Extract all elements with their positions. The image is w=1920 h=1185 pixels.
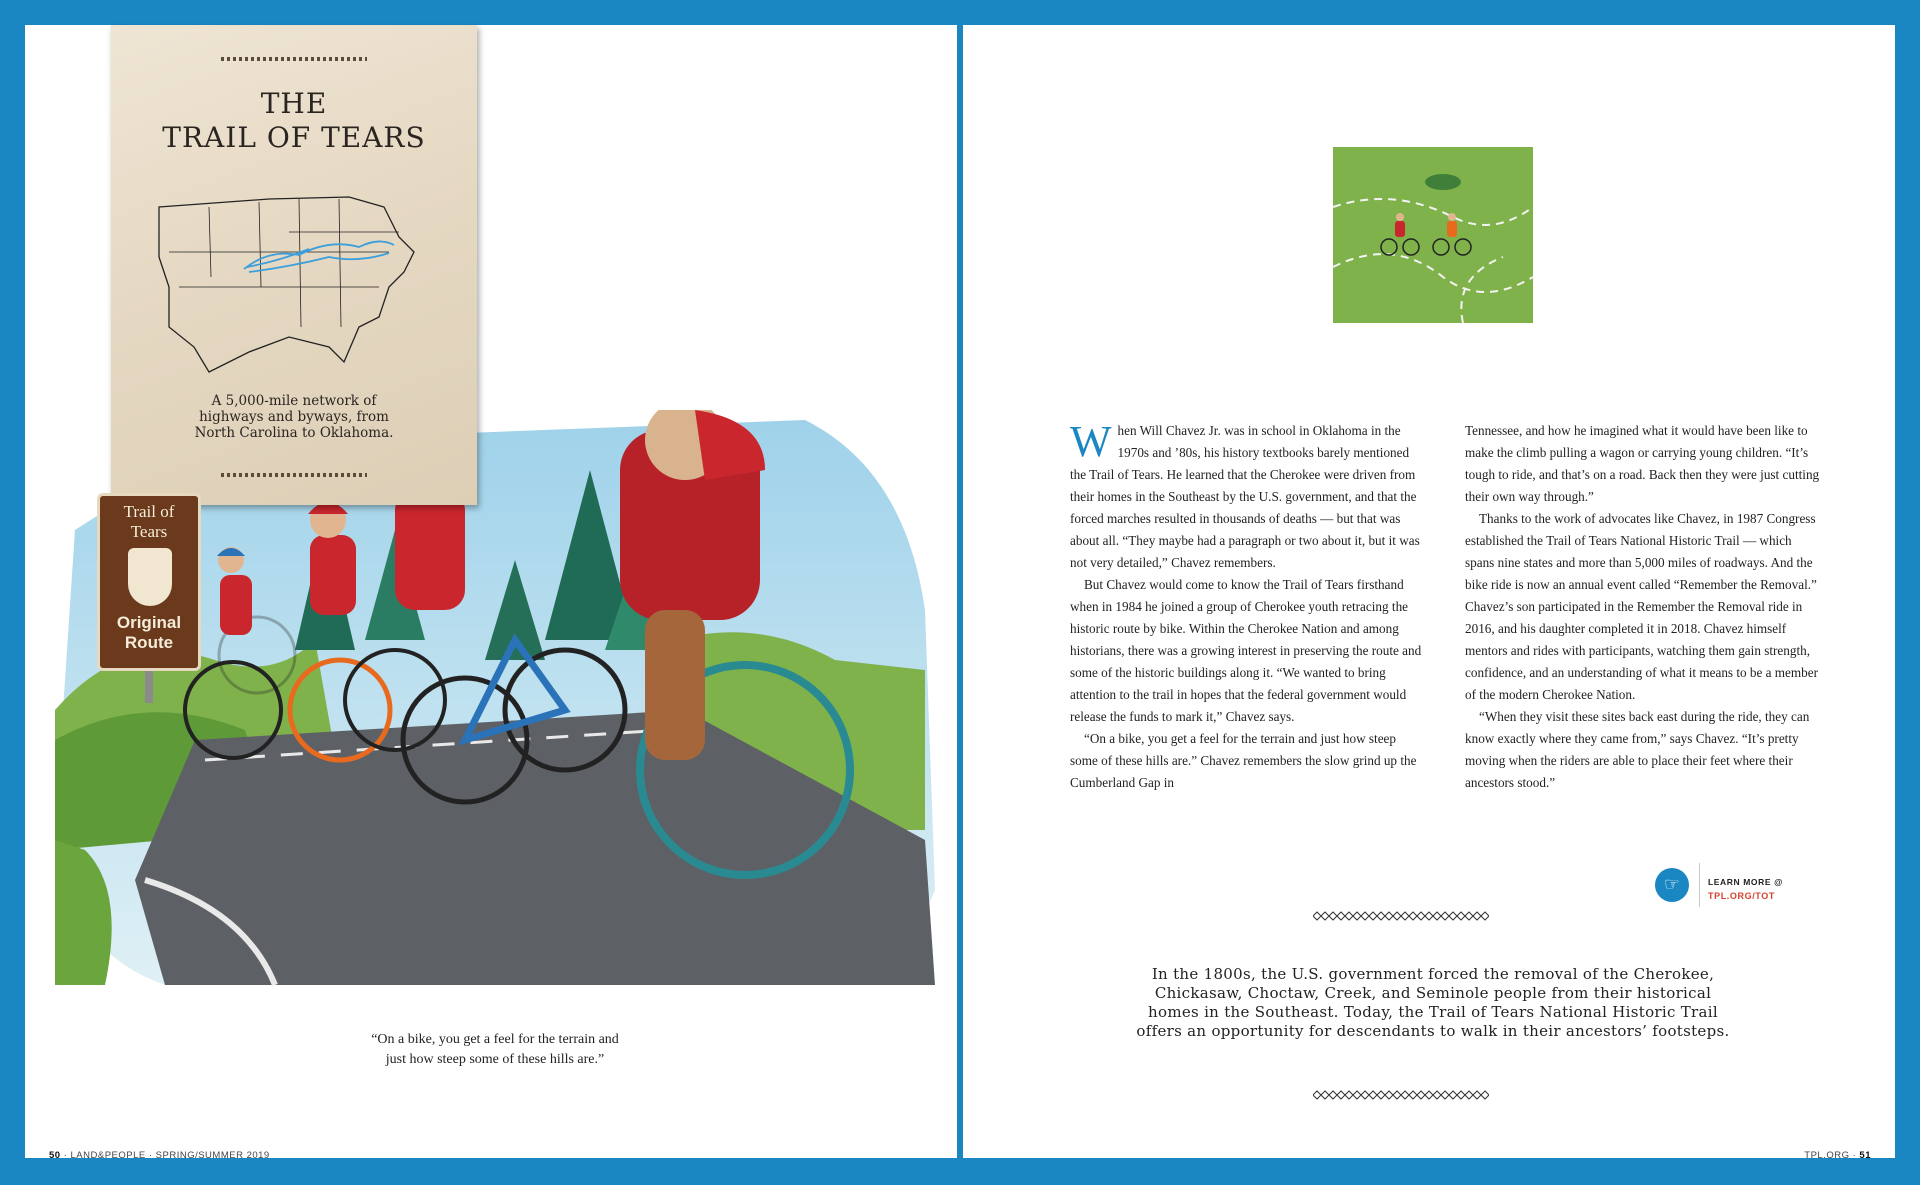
trail-sign-illustration (97, 493, 207, 703)
body-paragraph-4: Tennessee, and how he imagined what it would have been like to make the climb pulling a wagon or carrying young children. “It’s tough to ride, and that’s on a road. Back then they were just cutting their own way through.” (1465, 423, 1820, 504)
map-caption-line-2: highways and byways, from (199, 409, 389, 425)
ornament-zigzag-bottom (1313, 1090, 1489, 1100)
pull-quote-line-1: “On a bike, you get a feel for the terrain and (371, 1032, 619, 1047)
ornament-zigzag-top (1313, 911, 1489, 921)
summary-line-3: homes in the Southeast. Today, the Trail of Tears National Historic Trail (1148, 1003, 1718, 1021)
ornament-rule-bottom (221, 473, 367, 477)
learn-more-callout (1655, 863, 1815, 913)
summary-blurb (1083, 965, 1783, 1041)
folio-right (1804, 1150, 1871, 1161)
drop-cap: W (1070, 417, 1112, 466)
sign-post (145, 671, 153, 703)
map-caption-line-1: A 5,000-mile network of (211, 393, 377, 409)
folio-left-text: · LAND&PEOPLE · SPRING/SUMMER 2019 (60, 1150, 270, 1161)
body-paragraph-1-text: hen Will Chavez Jr. was in school in Oklahoma in the 1970s and ’80s, his history textbooks barely mentioned the Trail of Tears. He learned that the Cherokee were driven from their homes in the Southeast by the U.S. government, and that the forced marches resulted in thousands of deaths — but that was about all. “They maybe had a paragraph or two about it, but it was not very detailed,” Chavez remembers. (1070, 423, 1420, 570)
us-map-illustration (149, 177, 439, 377)
sign-line-1: Trail of (123, 502, 175, 521)
sign-line-2: Tears (130, 522, 168, 541)
title-card (111, 25, 477, 505)
body-paragraph-6: “When they visit these sites back east during the ride, they can know exactly where they came from,” says Chavez. “It’s pretty moving when the riders are able to place their feet where their ancestors stood.” (1465, 709, 1810, 790)
body-paragraph-3: “On a bike, you get a feel for the terrain and just how steep some of these hills are.” Chavez remembers the slow grind up the Cumberland Gap in (1070, 731, 1417, 790)
page-number-left: 50 (49, 1150, 61, 1161)
folio-right-text: TPL.ORG · (1804, 1150, 1860, 1161)
map-caption-line-3: North Carolina to Oklahoma. (194, 425, 394, 441)
sign-line-4: Route (124, 633, 174, 652)
cyclists-spot-illustration (1333, 147, 1533, 323)
ornament-rule-top (221, 57, 367, 61)
summary-line-2: Chickasaw, Choctaw, Creek, and Seminole people from their historical (1154, 984, 1712, 1002)
learn-more-link[interactable]: TPL.ORG/TOT (1708, 891, 1775, 901)
folio-left (49, 1150, 270, 1161)
map-caption (141, 393, 447, 441)
left-page (25, 25, 957, 1161)
title-line-1: THE (260, 87, 328, 120)
summary-line-1: In the 1800s, the U.S. government forced the removal of the Cherokee, (1151, 965, 1715, 983)
sign-board (97, 493, 201, 671)
body-paragraph-5: Thanks to the work of advocates like Chavez, in 1987 Congress established the Trail of Tears National Historic Trail — which spans nine states and more than 5,000 miles of roadways. And the bike ride is now an annual event called “Remember the Removal.” Chavez’s son participated in the Remember the Removal ride in 2016, and his daughter completed it in 2018. Chavez himself mentors and rides with participants, watching them gain strength, confidence, and an understanding of what it means to be a member of the modern Cherokee Nation. (1465, 511, 1819, 702)
sign-emblem (128, 548, 172, 606)
pull-quote-line-2: just how steep some of these hills are.” (385, 1052, 605, 1067)
pull-quote (305, 1030, 685, 1070)
spot-scene (1333, 147, 1533, 323)
pointing-hand-icon: ☞ (1655, 868, 1689, 902)
body-paragraph-2: But Chavez would come to know the Trail of Tears firsthand when in 1984 he joined a group of Cherokee youth retracing the historic route by bike. Within the Cherokee Nation and among historians, there was a growing interest in preserving the route and some of the historic buildings along it. “We wanted to bring attention to the trail in hopes that the federal government would release the funds to mark it,” Chavez says. (1070, 577, 1422, 724)
learn-more-label: LEARN MORE @ (1708, 877, 1783, 887)
title-line-2: TRAIL OF TEARS (162, 121, 426, 154)
body-column-2 (1465, 420, 1820, 794)
learn-more-rule (1699, 863, 1700, 907)
page-number-right: 51 (1859, 1150, 1871, 1161)
summary-line-4: offers an opportunity for descendants to walk in their ancestors’ footsteps. (1136, 1022, 1730, 1040)
sign-line-3: Original (116, 613, 182, 632)
body-column-1 (1070, 417, 1425, 794)
body-paragraph-1 (1070, 417, 1425, 574)
right-page (963, 25, 1895, 1161)
